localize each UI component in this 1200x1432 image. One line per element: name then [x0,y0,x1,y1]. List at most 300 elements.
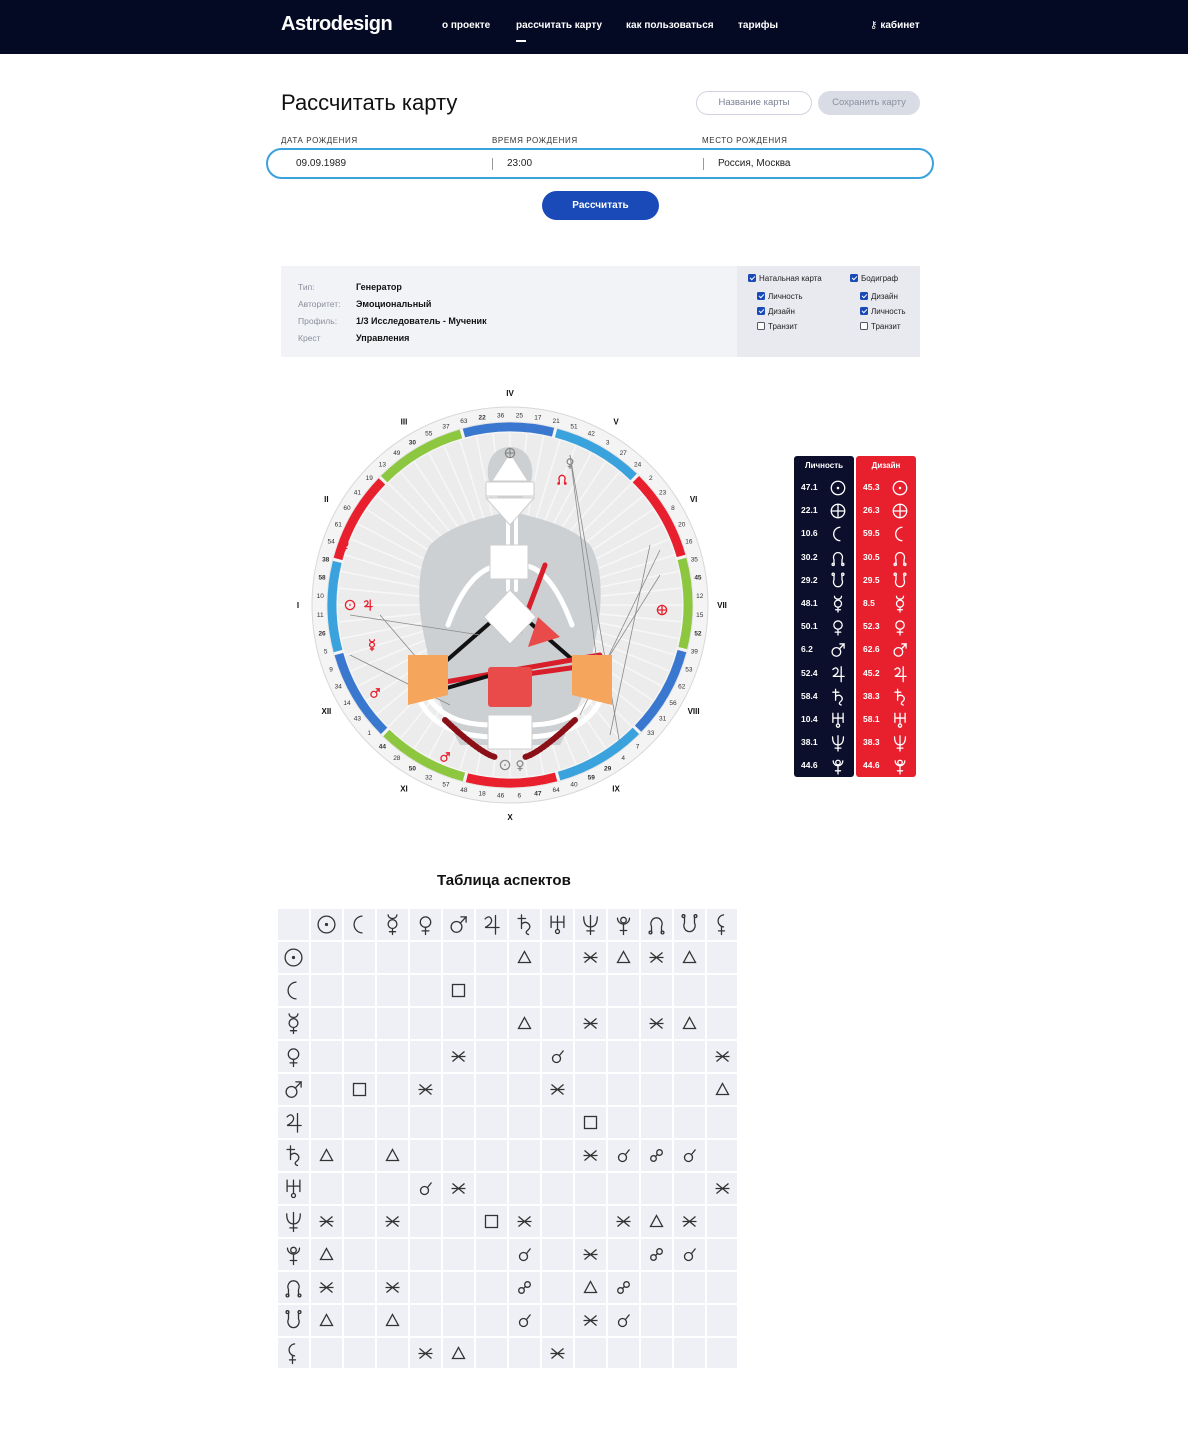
aspect-cell [509,1041,540,1072]
gate-label: 12 [696,593,704,601]
cabinet-link[interactable] [870,20,920,31]
aspect-cell [443,1206,474,1237]
aspect-cell [311,942,342,973]
gate-line-value: 38.1 [801,737,818,748]
aspect-cell [443,1140,474,1171]
aspect-cell [509,1074,540,1105]
gate-label: 25 [515,412,523,420]
aspect-cell [476,1173,507,1204]
aspect-cell [608,1074,639,1105]
gate-label: 4 [621,755,625,763]
design-header: Дизайн [856,456,916,476]
aspect-cell [410,1140,441,1171]
jupiter-icon [891,665,909,683]
aspect-cell [311,1041,342,1072]
mercury-icon [829,595,847,613]
gate-line-value: 45.3 [863,482,880,492]
gate-line-value: 10.4 [801,713,818,724]
gate-label: 28 [393,755,401,763]
natal-transit-checkbox[interactable] [757,322,798,331]
gate-label: 26 [318,630,326,638]
aspect-cell [410,1206,441,1237]
aspect-cell [443,1008,474,1039]
nav-howto[interactable]: как пользоваться [626,20,714,31]
gate-label: 55 [425,430,433,438]
gate-label: 22 [478,414,486,422]
aspect-cell [542,1008,573,1039]
aspect-cell [707,942,737,973]
gate-label: 15 [696,611,704,619]
aspect-cell [707,975,737,1006]
aspect-cell [311,975,342,1006]
aspect-cell [674,1338,705,1368]
gate-label: 59 [587,774,595,782]
aspect-cell [509,1173,540,1204]
gate-line-value: 59.5 [863,528,880,539]
aspect-cell [476,975,507,1006]
aspect-cell [311,1239,342,1270]
mars-icon [829,641,847,659]
type-label: Тип: [298,282,315,292]
aspect-cell [641,909,672,940]
birth-date-input[interactable]: 09.09.1989 [296,158,347,169]
aspect-cell [641,1338,672,1368]
field-divider [492,158,493,170]
earth-icon [829,502,847,520]
aspect-cell [344,1272,375,1303]
gate-label: 11 [316,611,324,619]
aspect-cell [377,1338,408,1368]
aspect-cell [278,975,309,1006]
aspect-cell [707,1074,737,1105]
aspect-cell [476,1107,507,1138]
planet-row [794,546,854,569]
planet-row [856,708,916,731]
aspect-cell [311,1107,342,1138]
aspect-cell [476,1008,507,1039]
natal-design-checkbox[interactable] [757,307,795,316]
house-label: VII [717,601,727,610]
mercury-icon [891,595,909,613]
bodygraph-wheel[interactable] [280,385,740,825]
aspect-cell [542,1239,573,1270]
gate-line-value: 29.2 [801,574,818,585]
gate-label: 10 [316,593,324,601]
planet-row [856,615,916,638]
aspect-cell [410,1305,441,1336]
aspect-cell [674,1305,705,1336]
aspect-cell [542,1173,573,1204]
gate-label: 21 [552,418,560,426]
aspect-cell [575,975,606,1006]
house-label: I [296,601,300,610]
aspect-cell [575,1074,606,1105]
aspect-cell [476,1239,507,1270]
gate-label: 52 [694,630,702,638]
aspect-cell [542,1041,573,1072]
neptune-icon [829,734,847,752]
bodygraph-checkbox[interactable] [850,274,898,283]
aspect-cell [377,1074,408,1105]
birth-time-input[interactable]: 23:00 [507,158,533,169]
aspect-cell [608,1107,639,1138]
aspect-cell [575,1206,606,1237]
aspect-cell [641,1305,672,1336]
aspect-cell [344,1338,375,1368]
aspect-cell [278,1338,309,1368]
bodygraph-transit-checkbox[interactable] [860,322,901,331]
gate-line-value: 8.5 [863,597,875,608]
personality-header: Личность [794,456,854,476]
house-label: X [507,813,513,822]
birth-place-input[interactable]: Россия, Москва [718,158,791,169]
house-label: V [613,417,619,427]
aspect-cell [707,1338,737,1368]
gate-label: 64 [552,786,560,794]
aspect-cell [509,942,540,973]
aspect-cell [674,1008,705,1039]
uranus-icon [891,711,909,729]
gate-line-value: 30.2 [801,551,818,562]
aspect-cell [509,1239,540,1270]
gate-line-value: 29.5 [863,574,880,585]
aspect-cell [674,1074,705,1105]
planet-row [856,685,916,708]
aspect-cell [509,1140,540,1171]
aspect-cell [608,1008,639,1039]
aspect-cell [509,1305,540,1336]
house-label: II [324,495,329,504]
south-node-icon [891,572,909,590]
gate-label: 32 [425,774,433,782]
checkbox-label: Дизайн [871,292,898,301]
gate-label: 58 [318,574,326,582]
chart-name-button[interactable]: Название карты [696,91,812,115]
gate-label: 41 [353,489,362,497]
aspect-cell [410,909,441,940]
aspect-cell [608,942,639,973]
aspect-cell [641,1041,672,1072]
personality-table [794,456,854,777]
planet-row [794,592,854,615]
gate-label: 18 [478,790,486,798]
gate-label: 57 [442,781,450,789]
key-icon: ⚷ [870,20,878,31]
aspect-cell [641,1206,672,1237]
aspect-cell [377,909,408,940]
planet-row [794,615,854,638]
gate-label: 40 [570,781,578,789]
gate-label: 49 [393,449,401,457]
calculate-button[interactable]: Рассчитать [542,191,659,220]
gate-label: 20 [678,521,686,529]
gate-label: 43 [353,715,362,723]
house-label: VI [689,495,698,504]
field-divider [703,158,704,170]
planet-row [794,499,854,522]
aspects-table [277,908,737,1368]
aspect-cell [344,1206,375,1237]
aspect-cell [278,1107,309,1138]
design-table [856,456,916,777]
pluto-icon [829,757,847,775]
aspect-cell [575,1041,606,1072]
planet-row [856,476,916,499]
gate-line-value: 6.2 [801,644,813,655]
gate-label: 9 [329,666,333,674]
gate-label: 39 [690,648,698,656]
aspect-cell [443,1272,474,1303]
aspect-cell [476,1305,507,1336]
aspect-cell [575,1173,606,1204]
root-center [488,715,532,749]
cabinet-label: кабинет [880,20,920,31]
gate-line-value: 50.1 [801,621,818,632]
aspect-cell [641,1074,672,1105]
nav-pricing[interactable]: тарифы [738,20,779,31]
gate-label: 5 [323,648,328,656]
birth-place-label: МЕСТО РОЖДЕНИЯ [702,136,788,145]
aspect-cell [377,1041,408,1072]
aspect-cell [542,1107,573,1138]
aspect-cell [707,1272,737,1303]
aspect-cell [608,1239,639,1270]
aspect-cell [344,1305,375,1336]
aspect-cell [377,1140,408,1171]
planet-row [794,731,854,754]
nav-calculate[interactable]: рассчитать карту [516,20,603,31]
aspect-cell [311,1305,342,1336]
aspect-cell [641,1173,672,1204]
bodygraph-personality-checkbox[interactable] [860,307,906,316]
aspect-cell [641,975,672,1006]
aspect-cell [674,1107,705,1138]
authority-value: Эмоциональный [356,299,432,309]
checkbox-checked-icon [860,292,868,300]
profile-label: Профиль: [298,316,338,326]
page-title: Рассчитать карту [281,90,458,115]
aspect-cell [278,1272,309,1303]
nav-active-indicator [516,40,526,42]
display-options [737,266,920,357]
aspect-cell [674,1272,705,1303]
planet-row [856,638,916,661]
aspect-cell [542,1140,573,1171]
aspect-cell [575,1272,606,1303]
aspect-cell [707,1140,737,1171]
aspect-cell [311,1173,342,1204]
planet-row [856,754,916,777]
aspect-cell [443,1074,474,1105]
save-chart-button[interactable]: Сохранить карту [818,91,920,115]
gate-label: 63 [460,418,468,426]
planet-row [794,638,854,661]
planet-row [856,546,916,569]
sun-icon [891,479,909,497]
gate-label: 6 [517,792,522,800]
head-gates [486,482,534,496]
nav-about[interactable]: о проекте [442,20,491,31]
gate-label: 61 [334,521,342,529]
checkbox-label: Личность [768,292,803,301]
natal-checkbox[interactable] [748,274,822,283]
checkbox-empty-icon [860,322,868,330]
gate-label: 51 [570,423,578,431]
aspect-cell [674,975,705,1006]
gate-label: 29 [604,765,612,773]
aspect-cell [476,1338,507,1368]
aspect-cell [509,975,540,1006]
cross-label: Крест [298,333,321,343]
aspect-cell [344,1173,375,1204]
planet-row [856,592,916,615]
south-node-icon [829,572,847,590]
aspect-cell [410,1041,441,1072]
gate-label: 46 [497,792,505,800]
gate-label: 23 [658,489,667,497]
aspect-cell [344,1041,375,1072]
gate-label: 13 [378,461,387,469]
aspect-cell [344,1140,375,1171]
gate-label: 37 [442,423,450,431]
aspect-cell [674,1041,705,1072]
aspect-cell [476,1074,507,1105]
aspect-cell [575,1107,606,1138]
gate-line-value: 38.3 [863,690,880,701]
aspect-cell [311,1140,342,1171]
planet-row [856,569,916,592]
aspect-cell [278,1008,309,1039]
mars-icon [891,641,909,659]
aspect-cell [476,1041,507,1072]
aspect-cell [344,1074,375,1105]
checkbox-label: Личность [871,307,906,316]
venus-icon [891,618,909,636]
house-label: XII [321,707,332,716]
gate-label: 62 [678,683,686,691]
checkbox-label: Бодиграф [861,274,899,283]
moon-icon [829,525,847,543]
aspect-cell [278,909,309,940]
aspect-cell [278,1140,309,1171]
gate-label: 2 [648,474,653,482]
aspect-cell [509,1107,540,1138]
gate-label: 7 [635,743,640,751]
aspect-cell [377,1239,408,1270]
planet-row [856,731,916,754]
gate-label: 33 [647,730,655,738]
logo[interactable]: Astrodesign [281,13,393,35]
gate-label: 14 [343,700,351,708]
gate-label: 24 [633,461,642,469]
gate-line-value: 62.6 [863,644,880,655]
checkbox-checked-icon [748,274,756,282]
gate-label: 42 [587,430,595,438]
aspect-cell [377,1008,408,1039]
aspect-cell [344,1008,375,1039]
birth-date-label: ДАТА РОЖДЕНИЯ [281,136,358,145]
aspect-cell [344,942,375,973]
checkbox-checked-icon [860,307,868,315]
gate-label: 31 [658,715,667,723]
aspect-cell [542,1206,573,1237]
aspect-cell [476,942,507,973]
aspect-cell [377,1173,408,1204]
planet-row [794,685,854,708]
aspect-cell [410,1272,441,1303]
checkbox-empty-icon [757,322,765,330]
aspect-cell [278,1041,309,1072]
gate-label: 30 [408,439,416,447]
checkbox-label: Дизайн [768,307,795,316]
bodygraph-design-checkbox[interactable] [860,292,898,301]
pluto-icon [891,757,909,775]
aspect-cell [707,909,737,940]
aspect-cell [377,942,408,973]
gate-line-value: 44.6 [801,760,818,771]
aspect-cell [410,1239,441,1270]
cross-value: Управления [356,333,410,343]
gate-label: 56 [669,700,677,708]
aspect-cell [674,1173,705,1204]
type-value: Генератор [356,282,402,292]
checkbox-label: Натальная карта [759,274,822,283]
aspect-cell [707,1239,737,1270]
planet-row [794,476,854,499]
planet-row [794,708,854,731]
gate-line-value: 30.5 [863,551,880,562]
aspect-cell [377,1107,408,1138]
aspect-cell [707,1206,737,1237]
gate-line-value: 22.1 [801,505,818,516]
gate-label: 34 [334,683,342,691]
aspect-cell [476,1206,507,1237]
aspect-cell [443,1107,474,1138]
venus-icon [829,618,847,636]
aspect-cell [443,909,474,940]
aspect-cell [311,1338,342,1368]
gate-label: 16 [685,538,693,546]
gate-label: 38 [322,556,330,564]
gate-label: 36 [497,412,505,420]
aspect-cell [344,1107,375,1138]
earth-icon [891,502,909,520]
aspect-cell [674,1140,705,1171]
aspect-cell [476,1272,507,1303]
aspect-cell [377,1305,408,1336]
gate-label: 3 [605,439,610,447]
planet-row [856,499,916,522]
moon-icon [891,525,909,543]
gate-line-value: 52.4 [801,667,818,678]
natal-personality-checkbox[interactable] [757,292,803,301]
aspect-cell [575,1338,606,1368]
checkbox-label: Транзит [768,322,798,331]
aspect-cell [311,1074,342,1105]
aspect-cell [707,1008,737,1039]
sacral-center [488,667,532,707]
aspect-cell [608,1041,639,1072]
gate-label: 50 [408,765,416,773]
aspect-cell [278,1305,309,1336]
aspect-cell [443,942,474,973]
gate-label: 19 [365,474,373,482]
north-node-icon [891,549,909,567]
jupiter-icon [829,665,847,683]
earth-marker-icon [505,448,514,457]
gate-label: 17 [534,414,542,422]
gate-line-value: 58.4 [801,690,818,701]
